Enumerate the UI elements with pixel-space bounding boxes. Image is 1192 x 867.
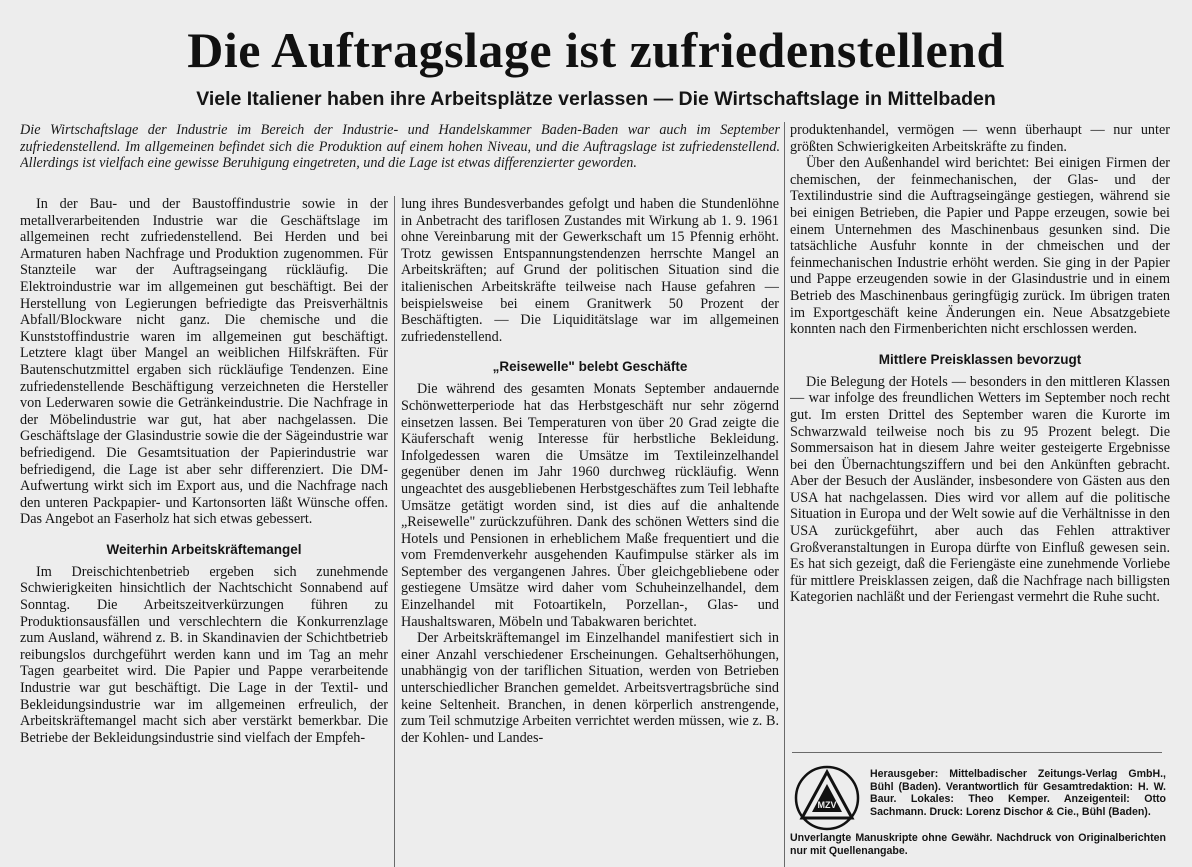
paragraph: produktenhandel, vermögen — wenn überhaupt — nur unter größten Schwierigkeiten Arbeitskräfte zu finden.: [790, 122, 1170, 155]
section-heading: „Reisewelle" belebt Geschäfte: [492, 359, 688, 375]
imprint-text: Herausgeber: Mittelbadischer Zeitungs-Verlag GmbH., Bühl (Baden). Verantwortlich für Gesamtredaktion: H. W. Baur. Lokales: Theo Kemper. Anzeigenteil: Otto Sachmann. Druck: Lorenz Dischor & Cie., Bühl (Baden).: [870, 768, 1166, 818]
column-1: [20, 196, 388, 867]
paragraph: In der Bau- und der Baustoffindustrie sowie in der metallverarbeitenden Industrie war die Geschäftslage im allgemeinen recht zufriedenstellend. Bei Herden und bei Armaturen haben Nachfrage und Produktion zugenommen. Für Stanzteile war der Auftragseingang rückläufig. Die Elektroindustrie war im allgemeinen gut beschäftigt. Bei der Herstellung von Legierungen befriedigte das Preisverhältnis Abfall/Blockware nicht ganz. Die chemische und die Kunststoffindustrie waren im allgemeinen gut beschäftigt. Letztere klagt über Mangel an weiblichen Hilfskräften. Für Bautenschutzmittel ergaben sich rückläufige Tendenzen. Eine zufriedenstellende Beschäftigung verzeichneten die Hersteller von Lederwaren sowie die Getränkeindustrie. Die Nachfrage in der Möbelindustrie war gut, hat aber nachgelassen. Die Geschäftslage der Glasindustrie sowie die der Sägeindustrie war befriedigend. Die Gesamtsituation der Papierindustrie war befriedigend, die Lage ist aber sehr differenziert. Die DM-Aufwertung wirkt sich im Export aus, und die Nachfrage nach den unteren Packpapier- und Kartonsorten läßt Wünsche offen. Das Angebot an Faserholz hat sich etwas gebessert.: [20, 196, 388, 528]
paragraph: Im Dreischichtenbetrieb ergeben sich zunehmende Schwierigkeiten hinsichtlich der Nachtschicht Sonnabend auf Sonntag. Die Arbeitszeitverkürzungen führen zu Produktionsausfällen und verschlechtern die Konkurrenzlage zum Ausland, während z. B. in Skandinavien der Schichtbetrieb reibungslos durchgeführt werden kann und im Tag an mehr Tagen gearbeitet wird. Die Papier und Pappe verarbeitende Industrie war gut beschäftigt. Die Lage in der Textil- und Bekleidungsindustrie war im allgemeinen erfreulich, der Arbeitskräftemangel macht sich aber verstärkt bemerkbar. Die Betriebe der Bekleidungsindustrie sind vielfach der Empfeh-: [20, 563, 388, 746]
imprint-divider: [792, 752, 1162, 753]
imprint-box: [790, 760, 1170, 860]
imprint-note: Unverlangte Manuskripte ohne Gewähr. Nachdruck von Originalberichten nur mit Quellenangabe.: [790, 832, 1166, 857]
section-heading: Weiterhin Arbeitskräftemangel: [106, 541, 302, 557]
column-divider: [784, 122, 785, 867]
svg-text:MZV: MZV: [817, 800, 837, 810]
paragraph: Über den Außenhandel wird berichtet: Bei einigen Firmen der chemischen, der feinmechanischen, der Glas- und der Textilindustrie sind die Auftragseingänge gestiegen, während sie bei einigen Betrieben, die Papier und Pappe erzeugen, sowie bei einem Unternehmen des Maschinenbaus gesunken sind. Die tatsächliche Ausfuhr konnte in der chmeischen und der feinmechanischen Industrie erhöht werden. Sie ging in der Papier und Pappe erzeugenden sowie in der Glasindustrie und in einem Betrieb des Maschinenbaus geringfügig zurück. Im übrigen traten im Exportgeschäft keine Änderungen ein. Neue Absatzgebiete konnten nach den Firmenberichten nicht erschlossen werden.: [790, 155, 1170, 338]
lead-paragraph: Die Wirtschaftslage der Industrie im Bereich der Industrie- und Handelskammer Baden-Baden war auch im September zufriedenstellend. Im allgemeinen befindet sich die Produktion auf einem hohen Niveau, und die Auftragslage ist zufriedenstellend. Allerdings ist vielfach eine gewisse Beruhigung eingetreten, und die Lage ist etwas differenzierter geworden.: [20, 122, 780, 172]
paragraph: lung ihres Bundesverbandes gefolgt und haben die Stundenlöhne in Anbetracht des tariflosen Zustandes mit Wirkung ab 1. 9. 1961 ohne Vereinbarung mit der Gewerkschaft um 15 Pfennig erhöht. Trotz gewissen Entspannungstendenzen herrschte Mangel an Arbeitskräften; auf Grund der politischen Situation sind die italienischen Arbeitskräfte teilweise nach Hause gefahren — beispielsweise bei einem Granitwerk 50 Prozent der Beschäftigten. — Die Liquiditätslage war im allgemeinen zufriedenstellend.: [401, 196, 779, 345]
paragraph: Der Arbeitskräftemangel im Einzelhandel manifestiert sich in einer Anzahl verschiedener Erscheinungen. Gehaltserhöhungen, unabhängig von der tariflichen Situation, werden von Betrieben unterschiedlicher Branchen gemeldet. Arbeitsvertragsbrüche sind keine Seltenheit. Branchen, in denen körperlich anstrengende, zum Teil schmutzige Arbeiten verrichtet werden müssen, wie z. B. der Kohlen- und Landes-: [401, 630, 779, 746]
headline: Die Auftragslage ist zufriedenstellend: [187, 22, 1005, 78]
column-2: [401, 196, 779, 867]
paragraph: Die Belegung der Hotels — besonders in den mittleren Klassen — war infolge des freundlichen Wetters im September noch recht gut. Im ersten Drittel des September waren die Kurorte im Schwarzwald teilweise noch bis zu 95 Prozent belegt. Die Sommersaison hat in diesem Jahre weiter gesteigerte Ergebnisse bei den Übernachtungsziffern und bei den Ankünften gebracht. Aber der Besuch der Ausländer, insbesondere von Gästen aus den USA hat nachgelassen. Dies wird vor allem auf die politische Situation in Europa und der Welt sowie auf die Verhältnisse in den USA zurückgeführt, aber auch das Fehlen attraktiver Großveranstaltungen in Europa dürfte von Einfluß gewesen sein. Es hat sich gezeigt, daß die Feriengäste eine zunehmende Vorliebe für mittlere Preisklassen zeigen, daß die Nachfrage nach billigsten Kategorien nachläßt und der Feriengast vermehrt die Ruhe sucht.: [790, 373, 1170, 606]
paragraph: Die während des gesamten Monats September andauernde Schönwetterperiode hat das Herbstgeschäft nur sehr zögernd einsetzen lassen. Bei Temperaturen von über 20 Grad zeigte die Käuferschaft wenig Interesse für herbstliche Bekleidung. Infolgedessen waren die Umsätze im Textileinzelhandel gegenüber denen im Jahr 1960 durchweg rückläufig. Wenn ungeachtet des ausgebliebenen Herbstgeschäftes zum Teil lebhafte Umsätze getätigt worden sind, ist dies auf die anhaltende „Reisewelle" zurückzuführen. Dank des schönen Wetters sind die Hotels und Pensionen in erheblichem Maße frequentiert und die vom Fremdenverkehr ausgehenden Kaufimpulse stärker als im September des vergangenen Jahres. Über gleichgebliebene oder gestiegene Umsätze wird daher vom Schuheinzelhandel, dem Einzelhandel mit Fotoartikeln, Porzellan-, Glas- und Haushaltswaren, Möbeln und Tabakwaren berichtet.: [401, 381, 779, 630]
column-divider: [394, 196, 395, 867]
subheadline: Viele Italiener haben ihre Arbeitsplätze verlassen — Die Wirtschaftslage in Mittelbaden: [196, 88, 996, 110]
publisher-logo: [792, 764, 862, 832]
section-heading: Mittlere Preisklassen bevorzugt: [878, 351, 1082, 367]
column-3: [790, 122, 1170, 750]
